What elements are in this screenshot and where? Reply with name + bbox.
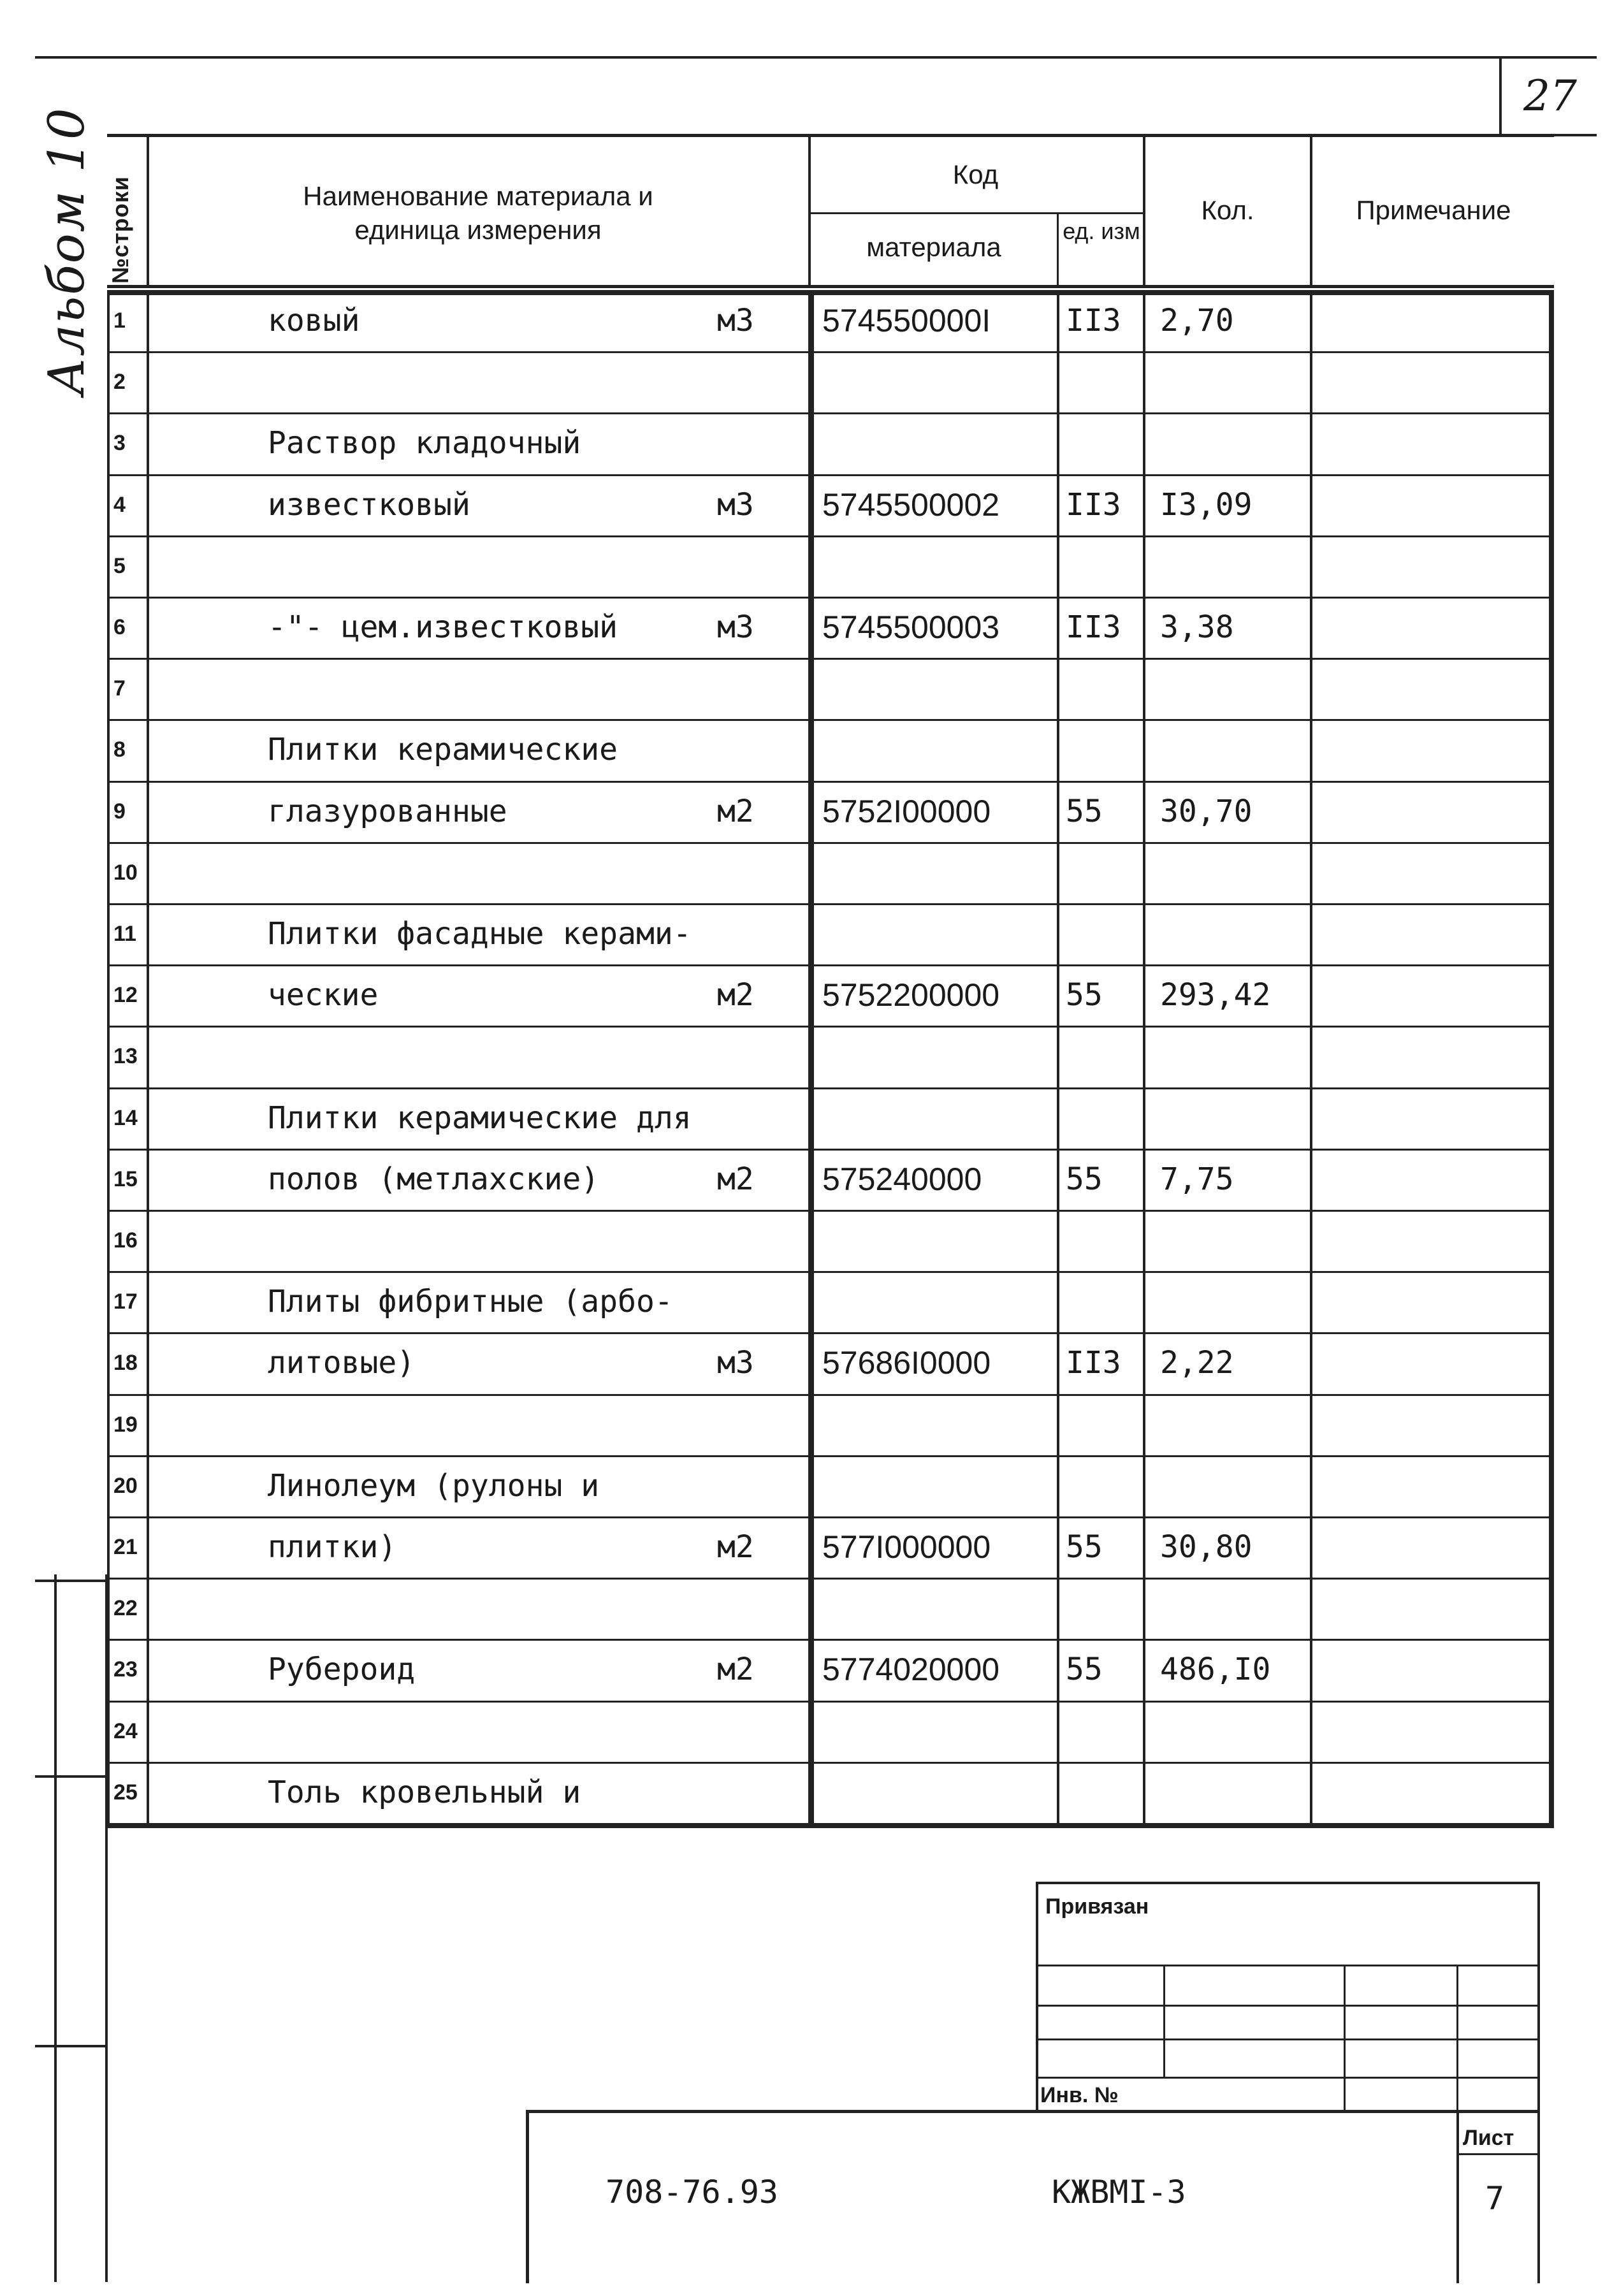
header-note-label: Примечание	[1356, 195, 1511, 225]
row-material-code: 5752I00000	[822, 793, 991, 829]
title-block-v-1	[1163, 1965, 1165, 2077]
row-separator	[107, 1639, 1554, 1641]
row-unit-code: 55	[1066, 1529, 1103, 1565]
row-unit: м3	[717, 609, 754, 645]
row-separator	[107, 1210, 1554, 1212]
header-bottom-line	[107, 285, 1554, 288]
row-unit-code: II3	[1066, 486, 1121, 523]
row-number: 15	[113, 1166, 138, 1191]
inv-label: Инв. №	[1040, 2083, 1119, 2107]
title-block-grid-3	[1036, 2038, 1539, 2040]
row-number: 8	[113, 737, 126, 762]
row-number: 12	[113, 983, 138, 1008]
row-number: 14	[113, 1105, 138, 1130]
stamp-line-1	[35, 1580, 108, 1582]
row-unit: м3	[717, 303, 754, 338]
row-unit: м2	[717, 1652, 754, 1688]
doc-code: 708-76.93	[606, 2174, 778, 2211]
col-qty-line	[1310, 290, 1312, 1823]
row-material-name: Плитки керамические	[268, 732, 618, 768]
row-separator	[107, 964, 1554, 966]
header-code-group-label: Код	[952, 159, 999, 189]
row-material-name: Толь кровельный и	[268, 1774, 581, 1810]
title-block-grid-4	[1036, 2077, 1539, 2079]
row-material-name: литовые)	[268, 1345, 416, 1381]
row-material-name: Плитки фасадные керами-	[268, 916, 692, 952]
row-material-name: ковый	[268, 303, 360, 338]
row-separator	[107, 903, 1554, 905]
row-material-name: Рубероид	[268, 1652, 416, 1688]
header-col-code-right	[1057, 212, 1059, 288]
header-code-unit-label: ед. изм	[1063, 218, 1140, 244]
row-separator	[107, 474, 1554, 476]
row-number: 4	[113, 492, 126, 517]
row-separator	[107, 290, 1554, 295]
row-number: 23	[113, 1657, 138, 1682]
row-number: 20	[113, 1473, 138, 1498]
header-qty-label: Кол.	[1201, 195, 1254, 225]
row-material-name: глазурованные	[268, 793, 507, 829]
title-block-right	[1537, 1882, 1540, 2283]
row-number: 1	[113, 309, 126, 333]
title-block-main-top	[526, 2110, 1539, 2113]
row-number: 17	[113, 1290, 138, 1314]
row-number: 11	[113, 922, 136, 946]
row-number: 16	[113, 1228, 138, 1253]
header-rownum-label: №строки	[107, 176, 133, 284]
bound-label: Привязан	[1045, 1894, 1149, 1919]
title-block-v-3	[1456, 1965, 1458, 2111]
col-right-line	[1549, 290, 1554, 1823]
row-unit-code: II3	[1066, 1345, 1121, 1381]
row-number: 13	[113, 1044, 138, 1069]
row-material-name: Плитки керамические для	[268, 1100, 692, 1136]
row-separator	[107, 781, 1554, 783]
row-quantity: 293,42	[1160, 977, 1271, 1014]
row-number: 10	[113, 860, 138, 885]
title-block-v-2	[1344, 1965, 1346, 2111]
header-col-rownum-right	[147, 134, 149, 288]
row-material-name: Раствор кладочный	[268, 425, 581, 461]
row-unit-code: 55	[1066, 977, 1103, 1014]
row-material-code: 5745500003	[822, 609, 1000, 645]
col-name-line	[808, 290, 814, 1823]
row-quantity: 7,75	[1160, 1161, 1234, 1197]
row-material-name: плитки)	[268, 1529, 397, 1565]
sheet-number: 7	[1485, 2180, 1505, 2217]
title-block-top	[1036, 1882, 1539, 1884]
left-margin-line	[54, 1574, 57, 2282]
row-separator	[107, 1455, 1554, 1457]
title-block-grid-1	[1036, 1965, 1539, 1966]
row-material-code: 57686I0000	[822, 1345, 991, 1381]
row-material-name: Плиты фибритные (арбо-	[268, 1284, 673, 1320]
row-number: 24	[113, 1718, 138, 1743]
page-number: 27	[1523, 71, 1577, 120]
row-separator	[107, 412, 1554, 414]
row-material-code: 5752200000	[822, 977, 1000, 1014]
album-label: Альбом 10	[38, 106, 96, 395]
page-number-box-left	[1499, 56, 1502, 136]
row-separator	[107, 597, 1554, 599]
row-unit-code: II3	[1066, 303, 1121, 338]
row-quantity: I3,09	[1160, 486, 1252, 523]
row-separator	[107, 1578, 1554, 1580]
row-unit-code: 55	[1066, 1652, 1103, 1688]
row-separator	[107, 1271, 1554, 1273]
header-col-name-right	[808, 134, 811, 288]
row-quantity: 30,70	[1160, 793, 1252, 829]
row-number: 2	[113, 370, 126, 395]
row-number: 21	[113, 1535, 138, 1559]
row-number: 6	[113, 615, 126, 639]
header-top-line	[107, 134, 1554, 137]
row-unit: м2	[717, 977, 754, 1014]
row-separator	[107, 351, 1554, 353]
left-border-line	[105, 1574, 108, 2282]
row-unit: м3	[717, 1345, 754, 1381]
row-separator	[107, 535, 1554, 537]
row-material-code: 5774020000	[822, 1652, 1000, 1688]
row-unit: м2	[717, 793, 754, 829]
row-unit: м2	[717, 1161, 754, 1197]
row-quantity: 30,80	[1160, 1529, 1252, 1565]
row-number: 9	[113, 799, 126, 824]
header-name-label: Наименование материала и единица измерения	[303, 181, 653, 245]
row-separator	[107, 1394, 1554, 1396]
sheet-box-split	[1456, 2153, 1539, 2155]
row-number: 3	[113, 431, 126, 456]
row-number: 19	[113, 1412, 138, 1437]
sheet-box-left	[1456, 2110, 1459, 2283]
row-number: 5	[113, 553, 126, 578]
table-bottom-line	[107, 1823, 1554, 1828]
doc-mark: КЖВМI-3	[1052, 2174, 1186, 2211]
row-unit-code: 55	[1066, 793, 1103, 829]
row-material-name: полов (метлахские)	[268, 1161, 600, 1197]
row-unit: м3	[717, 486, 754, 523]
title-block-grid-2	[1036, 2005, 1539, 2007]
row-separator	[107, 1332, 1554, 1334]
top-border-line	[35, 56, 1597, 59]
row-quantity: 486,I0	[1160, 1652, 1271, 1688]
row-number: 22	[113, 1596, 138, 1621]
col-unit-line	[1143, 290, 1145, 1823]
row-separator	[107, 842, 1554, 844]
row-separator	[107, 658, 1554, 660]
row-material-code: 574550000I	[822, 303, 991, 338]
row-separator	[107, 1516, 1554, 1518]
title-block-main-left	[526, 2110, 529, 2283]
row-separator	[107, 719, 1554, 721]
row-separator	[107, 1026, 1554, 1028]
row-unit: м2	[717, 1529, 754, 1565]
row-material-code: 577I000000	[822, 1529, 991, 1565]
col-code-line	[1057, 290, 1059, 1823]
header-code-split-line	[808, 212, 1143, 214]
row-separator	[107, 1701, 1554, 1703]
row-separator	[107, 1087, 1554, 1089]
row-material-name: ческие	[268, 977, 379, 1014]
row-quantity: 3,38	[1160, 609, 1234, 645]
row-material-code: 5745500002	[822, 486, 1000, 523]
row-material-name: известковый	[268, 486, 470, 523]
row-number: 25	[113, 1780, 138, 1805]
header-code-material-label: материала	[866, 232, 1001, 262]
row-material-name: -"- цем.известковый	[268, 609, 618, 645]
col-rownum-line	[147, 290, 149, 1823]
stamp-line-3	[35, 2045, 108, 2047]
row-quantity: 2,22	[1160, 1345, 1234, 1381]
row-material-code: 575240000	[822, 1161, 982, 1197]
row-separator	[107, 1149, 1554, 1151]
row-quantity: 2,70	[1160, 303, 1234, 338]
row-unit-code: 55	[1066, 1161, 1103, 1197]
row-unit-code: II3	[1066, 609, 1121, 645]
row-number: 18	[113, 1351, 138, 1376]
stamp-line-2	[35, 1775, 108, 1778]
row-number: 7	[113, 676, 126, 701]
sheet-label: Лист	[1463, 2126, 1514, 2150]
row-material-name: Линолеум (рулоны и	[268, 1467, 600, 1504]
row-separator	[107, 1762, 1554, 1764]
